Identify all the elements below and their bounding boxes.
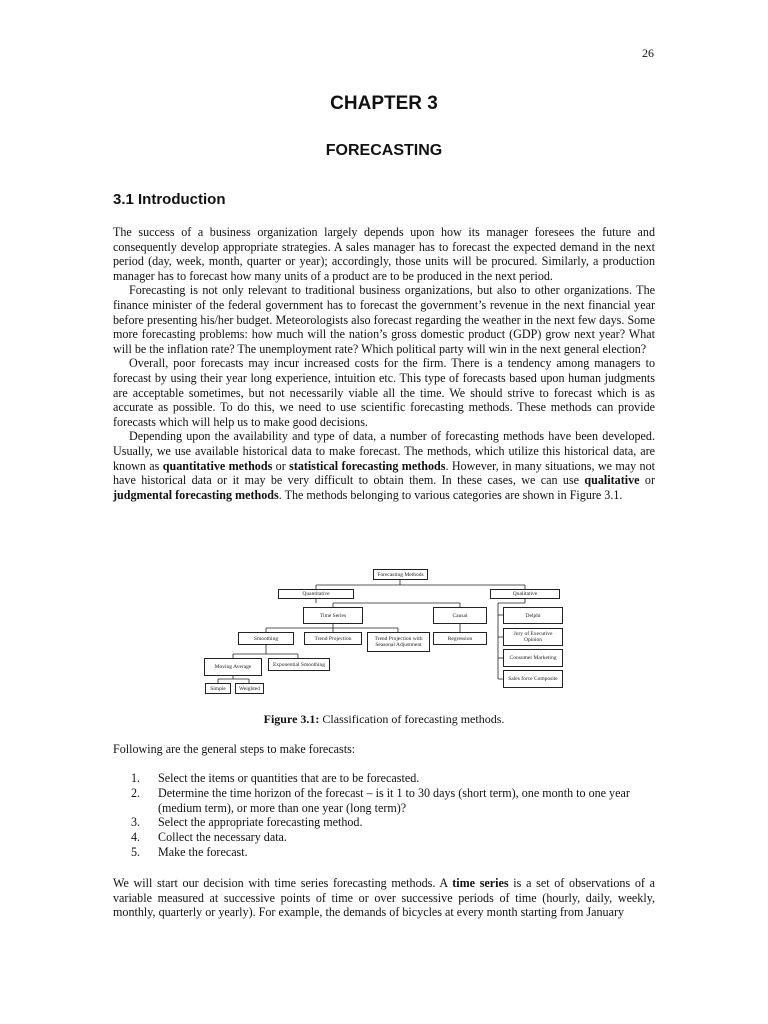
- node-time-series: Time Series: [303, 607, 363, 624]
- chapter-label: CHAPTER 3: [330, 93, 438, 114]
- list-item-text: Select the items or quantities that are to be forecasted.: [158, 771, 420, 785]
- list-item: [131, 845, 656, 860]
- page-number: 26: [642, 46, 654, 60]
- paragraph-4-text: or: [639, 473, 655, 488]
- intro-body: [113, 225, 655, 502]
- figure-label: Figure 3.1:: [263, 712, 320, 726]
- forecasting-methods-diagram: [193, 566, 573, 700]
- node-trend-projection-seasonal: Trend Projection with Seasonal Adjustment: [367, 632, 430, 652]
- section-heading: 3.1 Introduction: [113, 191, 226, 208]
- paragraph-4: [113, 429, 655, 502]
- node-forecasting-methods: Forecasting Methods: [373, 569, 428, 580]
- node-jury-executive-opinion: Jury of Executive Opinion: [503, 628, 563, 646]
- list-item-text: Collect the necessary data.: [158, 830, 287, 845]
- term-time-series: time series: [452, 876, 509, 890]
- list-item-number: 1.: [131, 771, 141, 785]
- steps-intro: Following are the general steps to make forecasts:: [113, 742, 356, 756]
- node-regression: Regression: [433, 632, 487, 645]
- list-item-number: 5.: [131, 844, 141, 859]
- node-sales-force-composite: Sales force Composite: [503, 670, 563, 688]
- term-statistical: statistical forecasting methods: [289, 458, 446, 473]
- term-quantitative: quantitative methods: [162, 458, 273, 473]
- node-moving-average: Moving Average: [204, 658, 262, 676]
- closing-paragraph: [113, 876, 655, 920]
- figure-caption: [0, 712, 768, 727]
- node-smoothing: Smoothing: [238, 632, 294, 645]
- node-simple: Simple: [205, 683, 231, 694]
- list-item: [131, 830, 656, 845]
- list-item: [131, 771, 656, 786]
- paragraph-4-text: or: [272, 458, 290, 473]
- figure-caption-text: Classification of forecasting methods.: [319, 712, 505, 726]
- closing-text: We will start our decision with time series forecasting methods. A: [113, 876, 453, 890]
- list-item-number: 2.: [131, 785, 141, 800]
- node-delphi: Delphi: [503, 607, 563, 624]
- node-qualitative: Qualitative: [490, 589, 560, 599]
- list-item-number: 3.: [131, 815, 141, 830]
- node-exponential-smoothing: Exponential Smoothing: [268, 658, 330, 671]
- paragraph-4-text: Depending upon the availability and type of data, a number of forecasting methods have been developed. Usually, we use available historical data to make forecast. The methods, which utilize this historical data, are known as: [113, 429, 655, 473]
- chapter-title: FORECASTING: [325, 142, 443, 159]
- paragraph-3: Overall, poor forecasts may incur increased costs for the firm. There is a tendency among managers to forecast by using their year long experience, intuition etc. This type of forecasts based upon human judgments are acceptable sometimes, but not necessarily viable all the time. We should strive to forecast which is as accurate as possible. To do this, we need to use scientific forecasting methods. These methods can provide forecasts which will help us to make good decisions.: [113, 356, 655, 429]
- paragraph-4-text: . The methods belonging to various categories are shown in Figure 3.1.: [278, 487, 623, 502]
- list-item: [131, 815, 656, 830]
- steps-list: [131, 771, 656, 860]
- paragraph-1: The success of a business organization largely depends upon how its manager foresees the future and consequently develop appropriate strategies. A sales manager has to forecast the expected demand in the next period (day, week, month, quarter or year); accordingly, those units will be procured. Similarly, a production manager has to forecast how many units of a product are to be produced in the next period.: [113, 225, 655, 283]
- list-item: [131, 786, 656, 816]
- list-item-text: Determine the time horizon of the forecast – is it 1 to 30 days (short term), one month to one year (medium term), or more than one year (long term)?: [158, 785, 630, 815]
- list-item-text: Make the forecast.: [158, 844, 248, 859]
- node-trend-projection: Trend Projection: [304, 632, 362, 645]
- node-causal: Causal: [433, 607, 487, 624]
- paragraph-2: Forecasting is not only relevant to traditional business organizations, but also to other organizations. The finance minister of the federal government has to forecast the government’s revenue in the next financial year before presenting his/her budget. Meteorologists also forecast regarding the weather in the next few days. Some more forecasting problems: how much will the nation’s gross domestic product (GDP) grow next year? What will be the inflation rate? The unemployment rate? Which political party will win in the next general election?: [113, 283, 655, 356]
- node-consumer-marketing: Consumer Marketing: [503, 649, 563, 667]
- node-weighted: Weighted: [235, 683, 264, 694]
- list-item-text: Select the appropriate forecasting method.: [158, 815, 363, 830]
- paragraph-4-text: . However, in many situations, we may not have historical data or it may be very difficult to obtain them. In these cases, we can use: [113, 458, 656, 488]
- term-qualitative: qualitative: [584, 473, 640, 488]
- term-judgmental: judgmental forecasting methods: [113, 487, 279, 502]
- node-quantitative: Quantitative: [278, 589, 354, 599]
- list-item-number: 4.: [131, 830, 141, 845]
- closing-text: is a set of observations of a variable measured at successive points of time or over successive periods of time (hourly, daily, weekly, monthly, quarterly or yearly). For example, the demands of bicycles at every month starting from January: [113, 876, 655, 920]
